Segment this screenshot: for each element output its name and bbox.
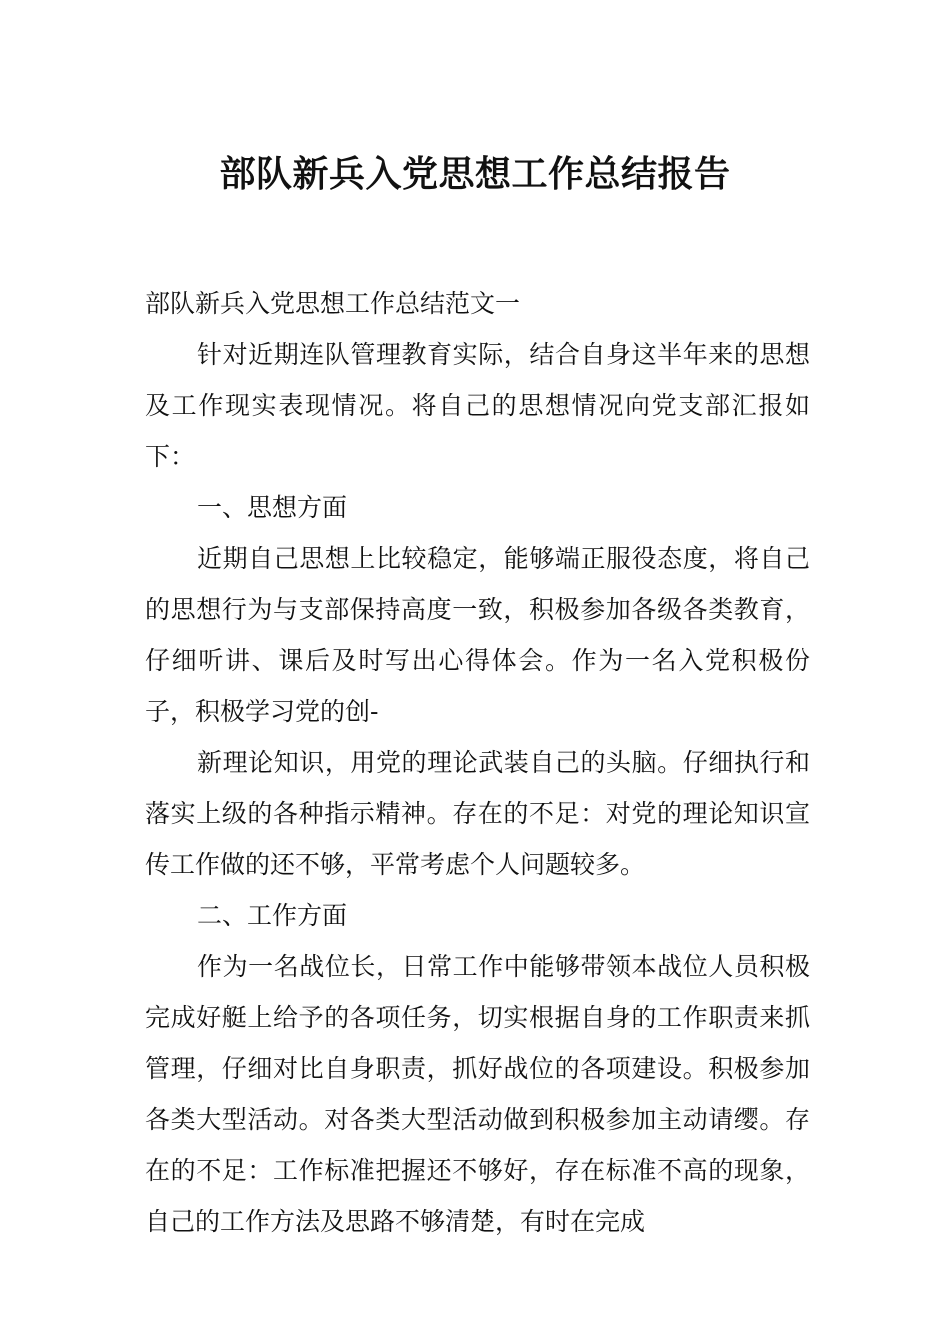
document-title: 部队新兵入党思想工作总结报告 [219, 154, 731, 196]
document-body [145, 278, 810, 1247]
paragraph-thought-continued: 新理论知识，用党的理论武装自己的头脑。仔细执行和落实上级的各种指示精神。存在的不足：对党的理论知识宣传工作做的还不够，平常考虑个人问题较多。 [145, 748, 810, 879]
paragraph-intro: 针对近期连队管理教育实际，结合自身这半年来的思想及工作现实表现情况。将自己的思想情况向党支部汇报如下： [145, 340, 810, 471]
section-heading-thought: 一、思想方面 [197, 493, 348, 522]
document-subtitle: 部队新兵入党思想工作总结范文一 [145, 289, 521, 318]
paragraph-thought: 近期自己思想上比较稳定，能够端正服役态度，将自己的思想行为与支部保持高度一致，积极参加各级各类教育，仔细听讲、课后及时写出心得体会。作为一名入党积极份子，积极学习党的创- [145, 544, 810, 726]
section-heading-work: 二、工作方面 [197, 901, 348, 930]
paragraph-work: 作为一名战位长，日常工作中能够带领本战位人员积极完成好艇上给予的各项任务，切实根据自身的工作职责来抓管理，仔细对比自身职责，抓好战位的各项建设。积极参加各类大型活动。对各类大型活动做到积极参加主动请缨。存在的不足：工作标准把握还不够好，存在标准不高的现象，自己的工作方法及思路不够清楚，有时在完成 [145, 952, 810, 1236]
